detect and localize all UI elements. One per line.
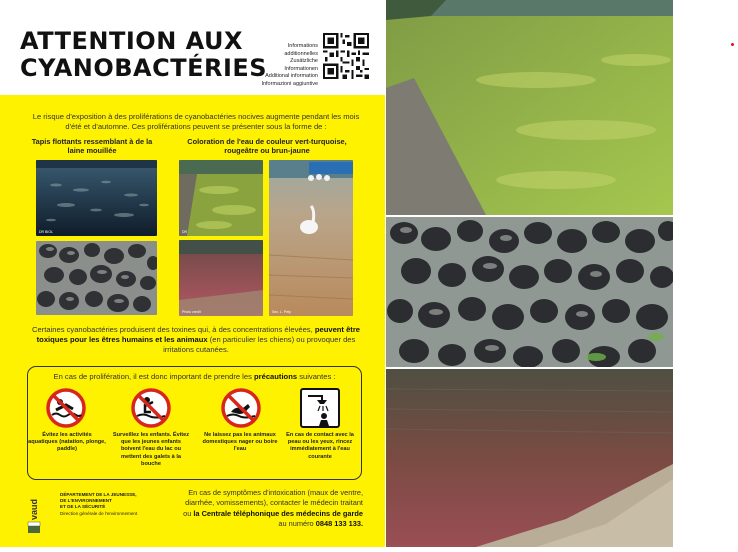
precautions-box bbox=[27, 366, 362, 480]
photo-green-water-wall bbox=[179, 160, 263, 236]
toxins-text-part2: (en particulier les chiens) ou provoquer des irritations cutanées. bbox=[163, 335, 356, 354]
emergency-phone[interactable]: 0848 133 133. bbox=[315, 519, 363, 529]
photo-credit: Sec. L. Pety bbox=[272, 310, 291, 314]
no-pets-icon bbox=[221, 388, 261, 428]
shower-icon bbox=[300, 388, 340, 428]
dept-subtitle: Direction générale de l'environnement bbox=[60, 510, 138, 516]
photo-stones-with-mats bbox=[36, 241, 157, 315]
department-label bbox=[60, 492, 137, 517]
subhead-water-coloration: Coloration de l'eau de couleur vert-turquoise, rougeâtre ou brun-jaune bbox=[187, 137, 347, 155]
photo-credit: DR BIOL bbox=[39, 230, 54, 234]
precaution-avoid-water: Évitez les activités aquatiques (natation, plonge, paddle) bbox=[28, 432, 106, 453]
photo-swan-shore bbox=[269, 160, 353, 316]
precautions-bold: précautions bbox=[254, 372, 298, 381]
red-marker-dot bbox=[731, 43, 734, 46]
precaution-rinse: En cas de contact avec la peau ou les yeux, rincez immédiatement à l'eau courante bbox=[286, 432, 354, 460]
emergency-text-bold: la Centrale téléphonique des médecins de garde bbox=[193, 508, 363, 518]
child-supervision-icon bbox=[131, 388, 171, 428]
svg-text:vaud: vaud bbox=[29, 498, 39, 520]
photo-reddish-lake-shore bbox=[386, 369, 673, 547]
info-fr: Informations additionnelles bbox=[284, 43, 318, 57]
additional-info-labels bbox=[258, 43, 318, 88]
photo-credit: DR bbox=[182, 230, 188, 234]
photo-reddish-water bbox=[179, 240, 263, 316]
dept-line-3: ET DE LA SÉCURITÉ bbox=[60, 504, 106, 510]
dept-line-2: DE L'ENVIRONNEMENT bbox=[60, 498, 112, 504]
no-swimming-icon bbox=[46, 388, 86, 428]
title-line-1: ATTENTION AUX bbox=[20, 27, 243, 55]
poster-header bbox=[0, 0, 385, 95]
subhead-floating-mats: Tapis flottants ressemblant à de la laine mouillée bbox=[31, 137, 153, 155]
photo-stones-with-cyanobacteria bbox=[386, 217, 673, 367]
dept-line-1: DÉPARTEMENT DE LA JEUNESSE, bbox=[60, 492, 137, 497]
photo-dark-water-mats bbox=[36, 160, 157, 236]
toxins-text-bold: peuvent être toxiques pour les êtres humains et les animaux bbox=[36, 325, 360, 344]
precautions-tail: suivantes : bbox=[299, 372, 336, 381]
poster-title bbox=[20, 28, 267, 82]
title-line-2: CYANOBACTÉRIES bbox=[20, 54, 268, 82]
precautions-title bbox=[28, 372, 361, 381]
canton-vaud-logo-icon bbox=[27, 492, 41, 534]
intro-text: Le risque d'exposition à des proliférations de cyanobactéries nocives augmente pendant les mois d'été et d'automne. Ces proliférations peuvent se présenter sous la forme de : bbox=[32, 112, 360, 131]
toxins-warning-text bbox=[26, 325, 366, 355]
photo-credit: Photo credit bbox=[182, 310, 201, 314]
info-it: Informazioni aggiuntive bbox=[261, 80, 318, 87]
emergency-contact-text bbox=[183, 488, 363, 530]
emergency-text-part1: En cas de symptômes d'intoxication (maux de ventre, diarrhée, vomissements), contacter le médecin traitant ou bbox=[183, 488, 363, 518]
toxins-text-part1: Certaines cyanobactéries produisent des toxines qui, à des concentrations élevées, bbox=[32, 325, 313, 334]
precaution-pets: Ne laissez pas les animaux domestiques nager ou boire l'eau bbox=[202, 432, 278, 453]
emergency-text-part2: au numéro bbox=[278, 519, 314, 529]
info-de: Zusätzliche Informationen bbox=[284, 58, 318, 72]
precaution-watch-children: Surveillez les enfants. Évitez que les jeunes enfants boivent l'eau du lac ou mettent des galets à la bouche bbox=[112, 432, 190, 467]
precautions-lead: En cas de prolifération, il est donc important de prendre les bbox=[53, 372, 252, 381]
info-en: Additional information bbox=[265, 73, 318, 79]
qr-code-icon[interactable] bbox=[323, 33, 369, 79]
photo-lake-green-bloom bbox=[386, 0, 673, 215]
